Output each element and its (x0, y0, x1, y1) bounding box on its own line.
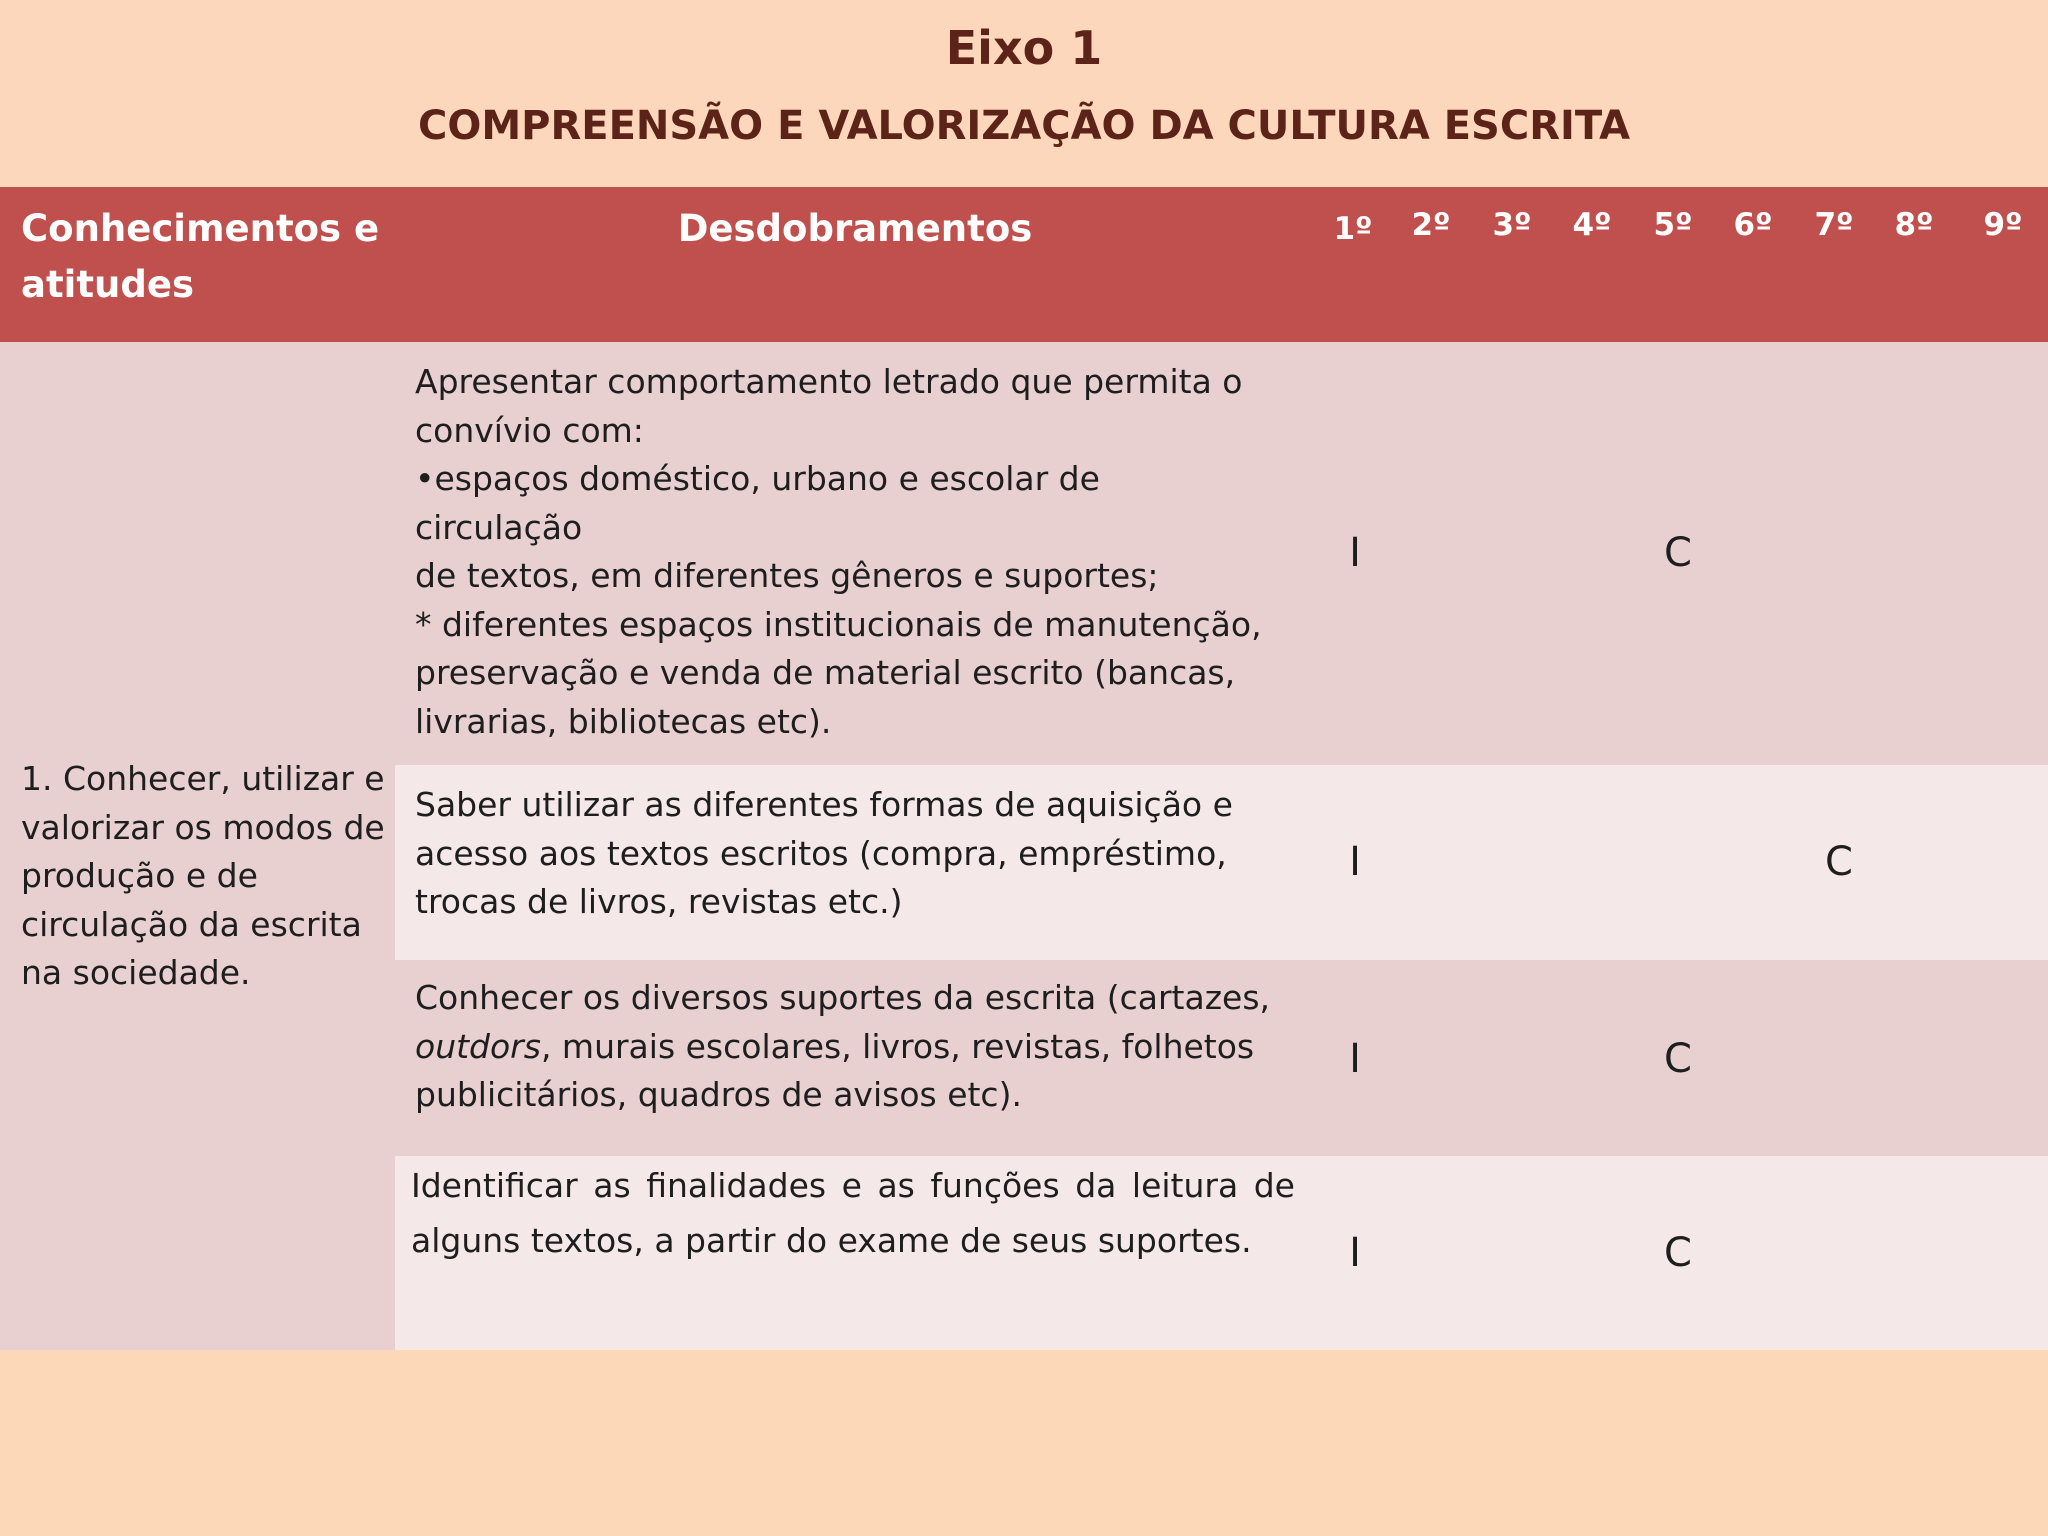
header-year-6: 6º (1733, 207, 1773, 243)
row-3-line-3: publicitários, quadros de avisos etc). (415, 1075, 1022, 1114)
row-1-line-1: Apresentar comportamento letrado que permita o (415, 362, 1243, 401)
header-year-1: 1º (1333, 211, 1373, 247)
row-2-text (415, 781, 1275, 927)
row-2-line-3: trocas de livros, revistas etc.) (415, 882, 903, 921)
header-year-7: 7º (1814, 207, 1854, 243)
table-header-row (0, 187, 2048, 342)
row-3-line-2-rest: , murais escolares, livros, revistas, folhetos (540, 1026, 1255, 1066)
row-1-end-mark: C (1664, 530, 1692, 576)
table-row-2 (395, 765, 2048, 960)
header-year-2: 2º (1411, 207, 1451, 243)
row-3-italic-word: outdors (415, 1026, 541, 1066)
slide-header (0, 0, 2048, 187)
row-2-start-mark: I (1349, 839, 1361, 885)
knowledge-text (21, 755, 391, 998)
row-1-start-mark: I (1349, 530, 1361, 576)
curriculum-table (0, 187, 2048, 1350)
row-4-start-mark: I (1349, 1230, 1361, 1276)
row-1-text (415, 358, 1275, 746)
table-row-3 (395, 960, 2048, 1156)
knowledge-line-5: na sociedade. (21, 953, 251, 992)
header-desdobramentos: Desdobramentos (677, 207, 1033, 250)
knowledge-line-2: valorizar os modos de (21, 807, 385, 847)
row-1-line-7: livrarias, bibliotecas etc). (415, 701, 832, 741)
header-knowledge-line-2: atitudes (21, 263, 194, 306)
row-2-end-mark: C (1825, 839, 1853, 885)
header-year-5: 5º (1653, 207, 1693, 243)
header-year-9: 9º (1983, 207, 2023, 243)
header-knowledge-line-1: Conhecimentos e (21, 207, 380, 250)
knowledge-line-4: circulação da escrita (21, 904, 362, 944)
row-4-line-2: alguns textos, a partir do exame de seus suportes. (411, 1221, 1252, 1260)
row-1-line-5: * diferentes espaços institucionais de manutenção, (415, 604, 1262, 644)
slide-subtitle: COMPREENSÃO E VALORIZAÇÃO DA CULTURA ESCRITA (417, 103, 1631, 149)
row-1-line-2: convívio com: (415, 410, 644, 450)
row-2-line-2: acesso aos textos escritos (compra, empréstimo, (415, 833, 1227, 873)
row-1-line-3: •espaços doméstico, urbano e escolar de circulação (415, 459, 1100, 547)
row-1-line-4: de textos, em diferentes gêneros e suportes; (415, 556, 1159, 595)
row-4-end-mark: C (1664, 1230, 1692, 1276)
knowledge-line-1: 1. Conhecer, utilizar e (21, 759, 385, 798)
header-knowledge (21, 201, 381, 313)
row-3-start-mark: I (1349, 1036, 1361, 1082)
row-2-line-1: Saber utilizar as diferentes formas de aquisição e (415, 785, 1233, 824)
table-row-4 (395, 1156, 2048, 1350)
slide-title: Eixo 1 (945, 21, 1103, 75)
row-3-line-1: Conhecer os diversos suportes da escrita (cartazes, (415, 978, 1271, 1017)
header-year-3: 3º (1492, 207, 1532, 243)
table-row-1 (395, 342, 2048, 765)
row-4-line-1: Identificar as finalidades e as funções da leitura de (411, 1166, 1295, 1205)
knowledge-cell (0, 342, 395, 1350)
knowledge-line-3: produção e de (21, 856, 258, 895)
header-year-8: 8º (1894, 207, 1934, 243)
row-3-end-mark: C (1664, 1036, 1692, 1082)
row-4-text (411, 1158, 1295, 1268)
row-1-line-6: preservação e venda de material escrito (bancas, (415, 653, 1236, 692)
row-3-text (415, 974, 1275, 1120)
row-3-line-2 (415, 1023, 1275, 1072)
header-year-4: 4º (1572, 207, 1612, 243)
